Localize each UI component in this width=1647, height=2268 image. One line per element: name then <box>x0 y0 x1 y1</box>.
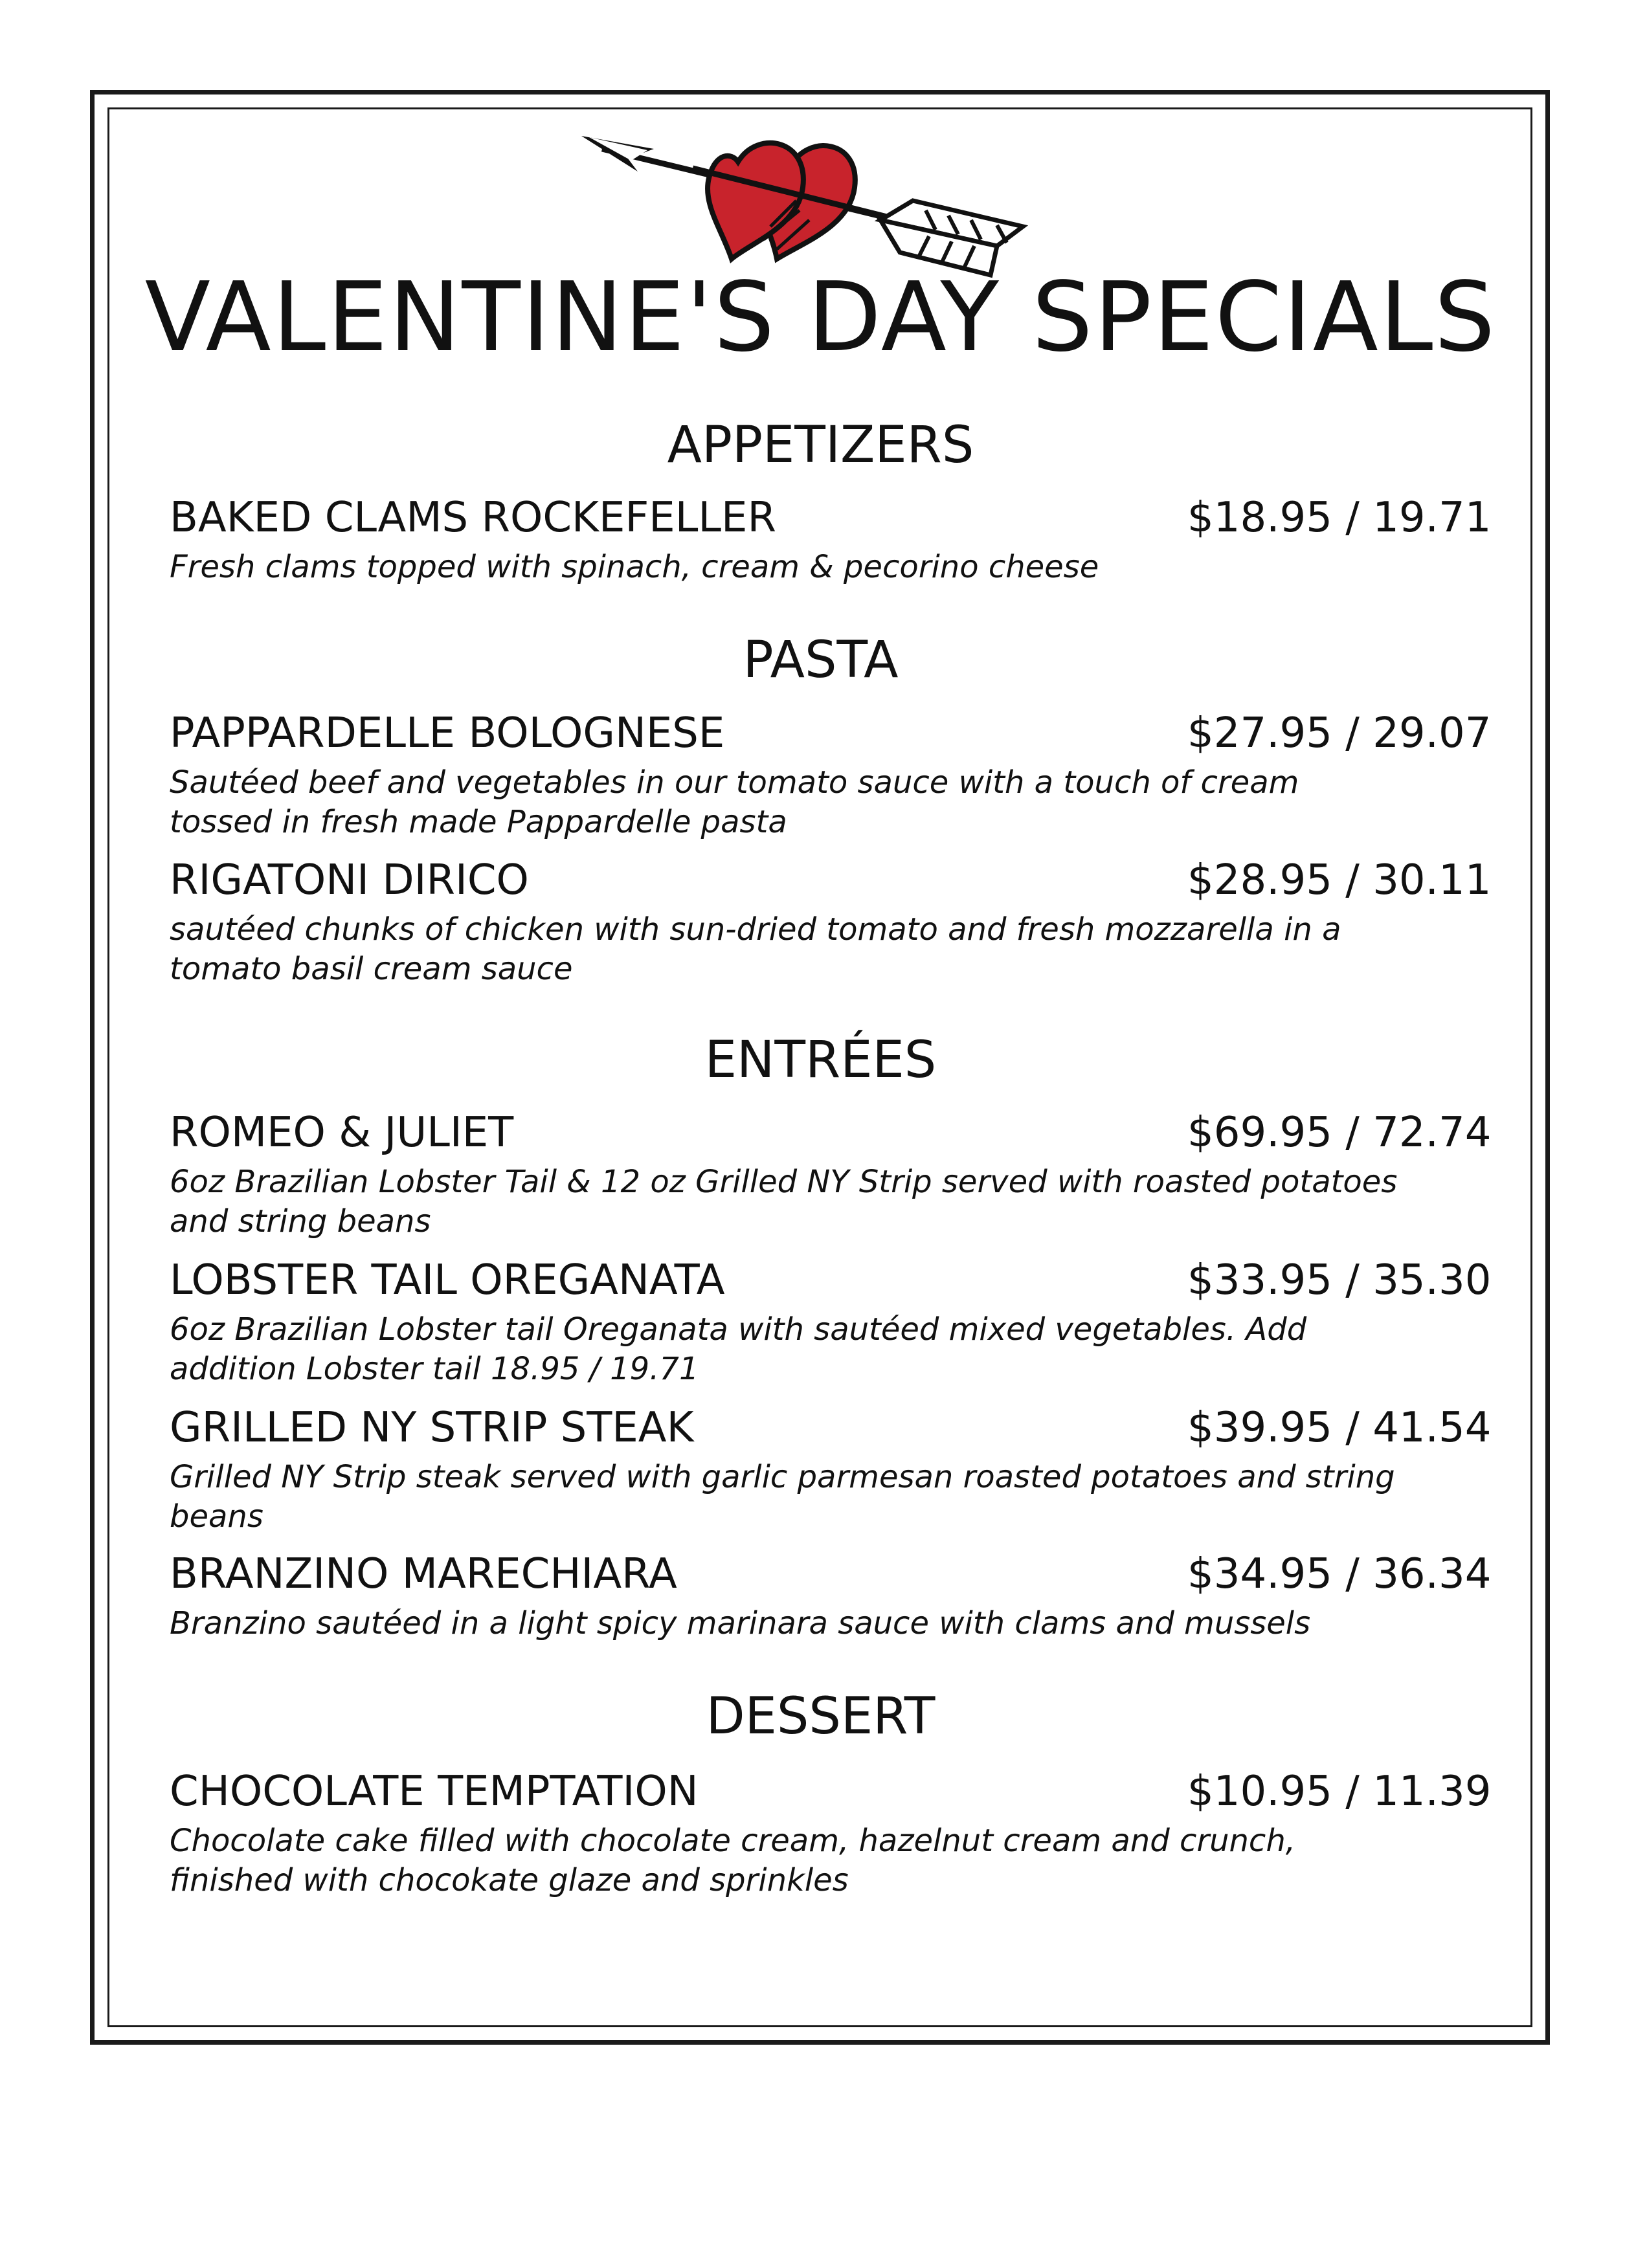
menu-item <box>170 854 1492 989</box>
item-price: $10.95 / 11.39 <box>1187 1768 1492 1816</box>
item-description: Fresh clams topped with spinach, cream & pecorino cheese <box>170 549 1099 585</box>
item-price: $27.95 / 29.07 <box>1187 709 1492 757</box>
menu-item <box>170 1548 1492 1643</box>
item-description: 6oz Brazilian Lobster Tail & 12 oz Grilled NY Strip served with roasted potatoes and string beans <box>170 1164 1398 1240</box>
menu-item <box>170 492 1492 587</box>
item-price: $69.95 / 72.74 <box>1187 1109 1492 1157</box>
item-price: $39.95 / 41.54 <box>1187 1404 1492 1452</box>
item-name: LOBSTER TAIL OREGANATA <box>170 1256 725 1304</box>
item-description: Grilled NY Strip steak served with garlic parmesan roasted potatoes and string beans <box>170 1459 1395 1535</box>
item-price: $28.95 / 30.11 <box>1187 856 1492 904</box>
menu-item <box>170 1402 1492 1537</box>
item-name: GRILLED NY STRIP STEAK <box>170 1404 694 1452</box>
menu-item <box>170 1254 1492 1389</box>
item-description: Sautéed beef and vegetables in our tomato sauce with a touch of cream tossed in fresh made Pappardelle pasta <box>170 764 1299 840</box>
item-name: PAPPARDELLE BOLOGNESE <box>170 709 725 757</box>
section-heading-pasta: PASTA <box>743 631 899 689</box>
item-name: BAKED CLAMS ROCKEFELLER <box>170 494 776 542</box>
item-name: ROMEO & JULIET <box>170 1109 514 1157</box>
item-description: Branzino sautéed in a light spicy marinara sauce with clams and mussels <box>170 1605 1311 1641</box>
item-description: sautéed chunks of chicken with sun-dried tomato and fresh mozzarella in a tomato basil cream sauce <box>170 911 1341 987</box>
item-price: $18.95 / 19.71 <box>1187 494 1492 542</box>
item-price: $34.95 / 36.34 <box>1187 1550 1492 1598</box>
page-title: VALENTINE'S DAY SPECIALS <box>144 261 1497 373</box>
item-name: RIGATONI DIRICO <box>170 856 529 904</box>
menu-item <box>170 1107 1492 1241</box>
menu-item <box>170 1766 1492 1900</box>
item-description: Chocolate cake filled with chocolate cream, hazelnut cream and crunch, finished with chocokate glaze and sprinkles <box>170 1823 1295 1898</box>
item-price: $33.95 / 35.30 <box>1187 1256 1492 1304</box>
item-name: BRANZINO MARECHIARA <box>170 1550 677 1598</box>
section-heading-appetizers: APPETIZERS <box>667 416 974 474</box>
menu-item <box>170 707 1492 842</box>
section-heading-dessert: DESSERT <box>706 1687 936 1746</box>
item-name: CHOCOLATE TEMPTATION <box>170 1768 699 1816</box>
section-heading-entrees: ENTRÉES <box>704 1031 937 1089</box>
item-description: 6oz Brazilian Lobster tail Oreganata with sautéed mixed vegetables. Add addition Lobster tail 18.95 / 19.71 <box>170 1311 1307 1387</box>
